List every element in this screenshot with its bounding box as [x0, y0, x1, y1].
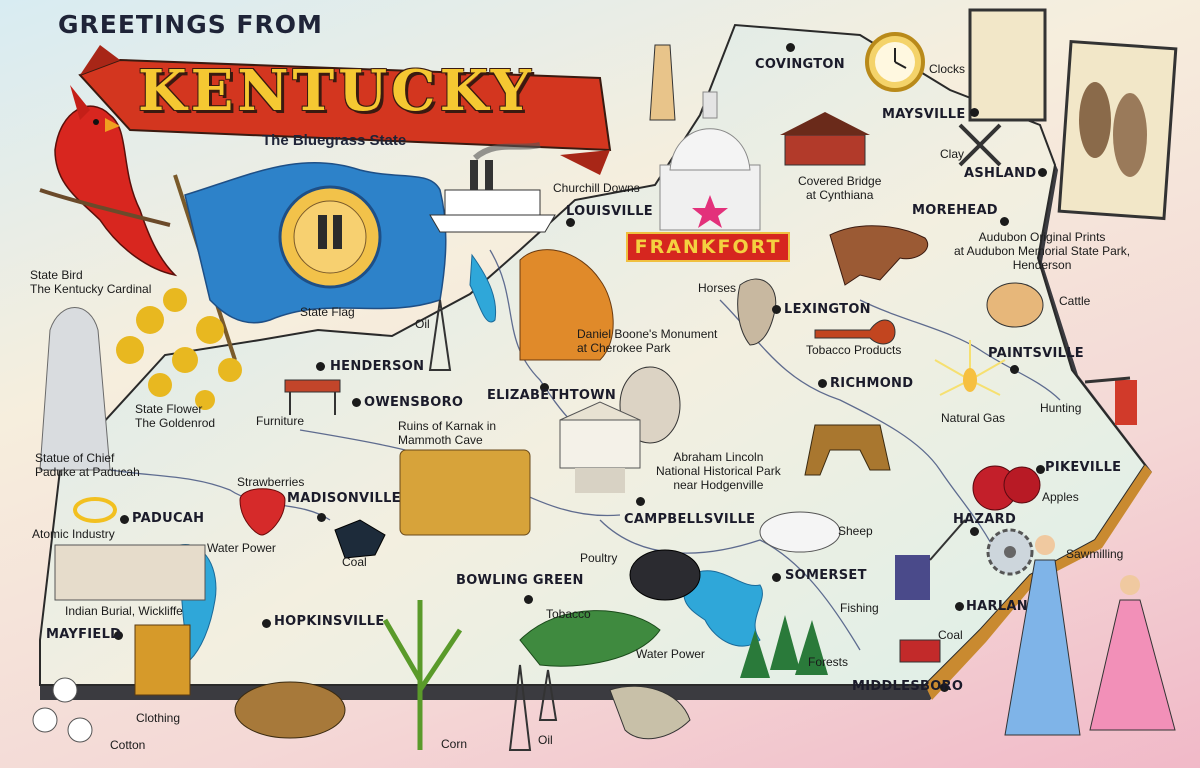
sheep-graphic: [760, 512, 840, 552]
label-hunting: Hunting: [1040, 401, 1082, 415]
label-churchill-downs: Churchill Downs: [553, 181, 640, 195]
city-campbellsville: CAMPBELLSVILLE: [624, 512, 756, 527]
label-boone-monument: Daniel Boone's Monument at Cherokee Park: [577, 327, 718, 355]
city-harlan: HARLAN: [966, 599, 1028, 614]
label-furniture: Furniture: [256, 414, 305, 428]
label-lincoln-park: Abraham Lincoln National Historical Park near Hodgenville: [656, 450, 781, 492]
label-water-power-west: Water Power: [207, 541, 276, 555]
city-dot: [786, 43, 795, 52]
label-audubon: Audubon Original Prints at Audubon Memorial State Park, Henderson: [954, 230, 1131, 272]
city-richmond: RICHMOND: [830, 376, 914, 391]
label-sheep: Sheep: [838, 524, 873, 538]
city-madisonville: MADISONVILLE: [287, 491, 401, 506]
saw-blade-graphic: [988, 530, 1032, 574]
city-dot: [818, 379, 827, 388]
label-strawberries: Strawberries: [237, 475, 305, 489]
indian-burial-graphic: [55, 545, 205, 600]
label-apples: Apples: [1042, 490, 1079, 504]
city-covington: COVINGTON: [755, 57, 845, 72]
label-coal-west: Coal: [342, 555, 367, 569]
label-cotton: Cotton: [110, 738, 146, 752]
city-dot: [772, 305, 781, 314]
greeting-heading: GREETINGS FROM: [58, 10, 323, 39]
city-hopkinsville: HOPKINSVILLE: [274, 614, 385, 629]
coal-cart-graphic: [900, 640, 940, 662]
city-middlesboro: MIDDLESBORO: [852, 679, 964, 694]
city-dot: [1000, 217, 1009, 226]
city-mayfield: MAYFIELD: [46, 627, 122, 642]
city-henderson: HENDERSON: [330, 359, 425, 374]
city-dot: [120, 515, 129, 524]
city-ashland: ASHLAND: [964, 166, 1037, 181]
state-name-title: KENTUCKY: [138, 58, 535, 124]
label-indian-burial: Indian Burial, Wickliffe: [65, 604, 183, 618]
label-mammoth-cave: Ruins of Karnak in Mammoth Cave: [398, 419, 497, 447]
turkey-graphic: [235, 682, 345, 738]
label-coal-east: Coal: [938, 628, 963, 642]
city-dot: [1010, 365, 1019, 374]
label-covered-bridge: Covered Bridge at Cynthiana: [798, 174, 882, 202]
city-dot: [772, 573, 781, 582]
city-dot: [317, 513, 326, 522]
label-forests: Forests: [808, 655, 849, 669]
city-bowling-green: BOWLING GREEN: [456, 573, 584, 588]
city-dot: [1038, 168, 1047, 177]
city-owensboro: OWENSBORO: [364, 395, 464, 410]
city-lexington: LEXINGTON: [784, 302, 871, 317]
city-dot: [1036, 465, 1045, 474]
clock-graphic: [867, 34, 923, 90]
label-poultry: Poultry: [580, 551, 618, 565]
label-fishing: Fishing: [840, 601, 879, 615]
label-statue: Statue of Chief Paduke at Paducah: [35, 451, 140, 479]
label-water-power-south: Water Power: [636, 647, 705, 661]
label-horses: Horses: [698, 281, 737, 295]
mammoth-cave-graphic: [400, 450, 530, 535]
label-oil-south: Oil: [538, 733, 553, 747]
city-dot: [524, 595, 533, 604]
city-paintsville: PAINTSVILLE: [988, 346, 1084, 361]
label-clay: Clay: [940, 147, 965, 161]
label-corn: Corn: [441, 737, 468, 751]
city-paducah: PADUCAH: [132, 511, 205, 526]
city-dot: [970, 108, 979, 117]
capital-sign: FRANKFORT: [626, 232, 790, 262]
state-nickname: The Bluegrass State: [262, 132, 407, 149]
label-state-flag: State Flag: [300, 305, 355, 319]
label-state-flower: State Flower The Goldenrod: [135, 402, 216, 430]
city-dot: [316, 362, 325, 371]
label-oil-north: Oil: [415, 317, 430, 331]
golfer-graphic: [650, 45, 675, 120]
city-morehead: MOREHEAD: [912, 203, 998, 218]
label-cattle: Cattle: [1059, 294, 1091, 308]
poultry-hen-graphic: [630, 550, 700, 600]
city-dot: [262, 619, 271, 628]
city-maysville: MAYSVILLE: [882, 107, 966, 122]
city-hazard: HAZARD: [953, 512, 1017, 527]
city-dot: [566, 218, 575, 227]
label-natural-gas: Natural Gas: [941, 411, 1006, 425]
cow-graphic: [987, 283, 1043, 327]
city-pikeville: PIKEVILLE: [1045, 460, 1122, 475]
city-dot: [955, 602, 964, 611]
city-louisville: LOUISVILLE: [566, 204, 653, 219]
city-dot: [970, 527, 979, 536]
label-atomic-industry: Atomic Industry: [32, 527, 115, 541]
riverboat-graphic: [430, 145, 555, 232]
statue-graphic: [40, 308, 110, 471]
label-clocks: Clocks: [929, 62, 966, 76]
label-sawmilling: Sawmilling: [1066, 547, 1124, 561]
city-dot: [352, 398, 361, 407]
city-dot: [636, 497, 645, 506]
city-elizabethtown: ELIZABETHTOWN: [487, 388, 617, 403]
clothing-jacket-graphic: [135, 625, 190, 695]
label-tobacco-products: Tobacco Products: [806, 343, 902, 357]
city-somerset: SOMERSET: [785, 568, 867, 583]
label-tobacco: Tobacco: [546, 607, 591, 621]
label-state-bird: State Bird The Kentucky Cardinal: [30, 268, 152, 296]
label-clothing: Clothing: [136, 711, 181, 725]
